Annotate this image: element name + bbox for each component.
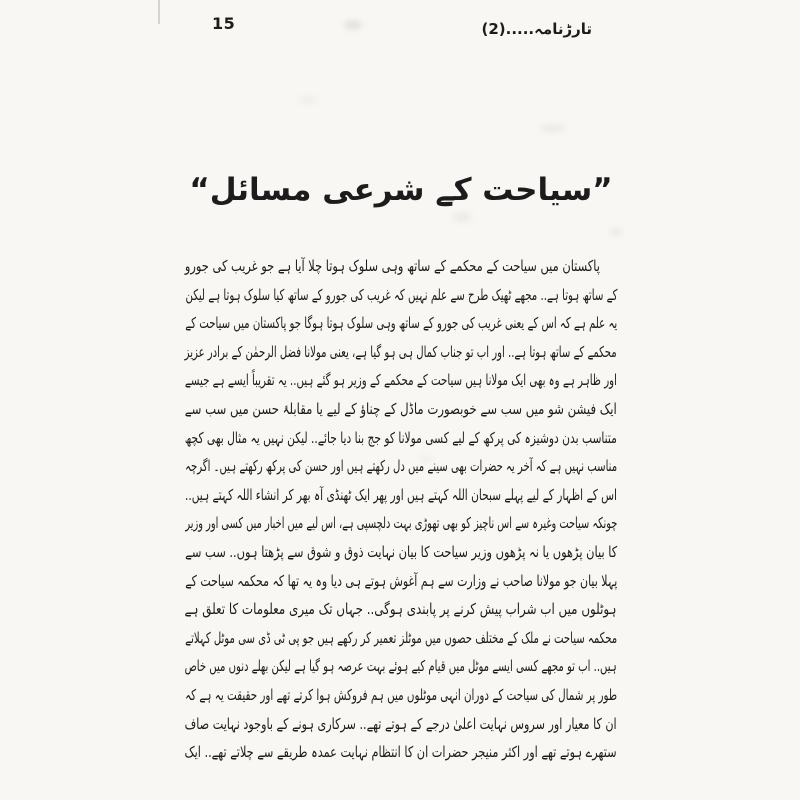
scan-artifact-smudge bbox=[344, 20, 362, 30]
scan-artifact-smudge bbox=[300, 96, 316, 104]
body-line: ایک فیشن شو میں سب سے خوبصورت ماڈل کے چناؤ کے لیے یا مقابلۂ حسن میں سب سے bbox=[185, 399, 617, 418]
body-text bbox=[185, 252, 617, 767]
body-line: محکمہ سیاحت نے ملک کے مختلف حصوں میں موٹلز تعمیر کر رکھے ہیں جو پی ٹی ڈی سی موٹل کہلاتے bbox=[185, 628, 617, 647]
body-line: طور پر شمال کی سیاحت کے دوران انہی موٹلوں میں ہم فروکش ہوا کرتے تھے اور حقیقت یہ ہے کہ bbox=[185, 685, 617, 704]
body-line: کے ساتھ ہوتا ہے.. مجھے ٹھیک طرح سے علم نہیں کہ غریب کی جورو کے ساتھ کیا سلوک ہوتا ہے لیکن bbox=[184, 285, 617, 304]
scan-artifact-smudge bbox=[540, 124, 566, 133]
body-line: اس کے اظہار کے لیے پہلے سبحان اللہ کہتے ہیں اور پھر ایک ٹھنڈی آہ بھر کر انشاء اللہ کہتے ہیں.. bbox=[185, 485, 617, 504]
chapter-title: ”سیاحت کے شرعی مسائل“ bbox=[189, 172, 613, 208]
scan-artifact-smudge bbox=[610, 228, 622, 236]
body-line: اور ظاہر ہے وہ بھی ایک مولانا ہیں سیاحت کے محکمے کے وزیر ہو گئے ہیں.. یہ تقریباً ایسے ہے جیسے bbox=[184, 371, 617, 390]
body-line: ہیں.. اب تو مجھے کسی ایسے موٹل میں قیام کیے ہوئے بہت عرصہ ہو گیا ہے لیکن بھلے دنوں میں خاص bbox=[185, 657, 617, 676]
body-line: ان کا معیار اور سروس نہایت اعلیٰ درجے کے ہوتے تھے.. سرکاری ہونے کے باوجود نہایت صاف bbox=[185, 714, 617, 733]
body-line: مناسب نہیں ہے کہ آخر یہ حضرات بھی سینے میں دل رکھتے ہیں اور حسن کی پرکھ رکھتے ہیں۔ اگرچہ bbox=[185, 457, 617, 476]
body-line: ستھرے ہوتے تھے اور اکثر منیجر حضرات ان کا انتظام نہایت عمدہ طریقے سے چلاتے تھے.. ایک bbox=[185, 743, 617, 762]
body-line: چونکہ سیاحت وغیرہ سے اس ناچیز کو بھی تھوڑی بہت دلچسپی ہے، اس لیے میں اخبار میں کسی اور وزیر bbox=[185, 514, 617, 533]
book-title-header: تارڑنامہ.....(2) bbox=[481, 20, 592, 38]
scan-artifact-line bbox=[158, 0, 160, 24]
body-line: پہلا بیان جو مولانا صاحب نے وزارت سے ہم آغوش ہوتے ہی دیا وہ یہ تھا کہ محکمہ سیاحت کے bbox=[185, 571, 617, 590]
scan-artifact-smudge bbox=[452, 212, 472, 222]
body-line: محکمے کے ساتھ ہوتا ہے.. اور اب تو جناب کمال ہی ہو گیا ہے، یعنی مولانا فضل الرحمٰن کے برادر عزیز bbox=[185, 342, 617, 361]
page-number: 15 bbox=[212, 14, 236, 33]
body-line: یہ علم ہے کہ اس کے یعنی غریب کی جورو کے ساتھ وہی سلوک ہوتا ہوگا جو پاکستان میں سیاحت کے bbox=[185, 314, 617, 333]
body-line: ہوٹلوں میں اب شراب پیش کرنے پر پابندی ہوگی.. جہاں تک میری معلومات کا تعلق ہے bbox=[185, 600, 617, 619]
body-line: کا بیان پڑھوں یا نہ پڑھوں وزیر سیاحت کا بیان نہایت ذوق و شوق سے پڑھتا ہوں.. سب سے bbox=[185, 542, 617, 561]
body-line: پاکستان میں سیاحت کے محکمے کے ساتھ وہی سلوک ہوتا چلا آیا ہے جو غریب کی جورو bbox=[185, 257, 600, 275]
body-line: متناسب بدن دوشیزہ کی پرکھ کے لیے کسی مولانا کو جج بنا دیا جائے.. لیکن نہیں یہ مثال بھی کچھ bbox=[184, 428, 617, 447]
